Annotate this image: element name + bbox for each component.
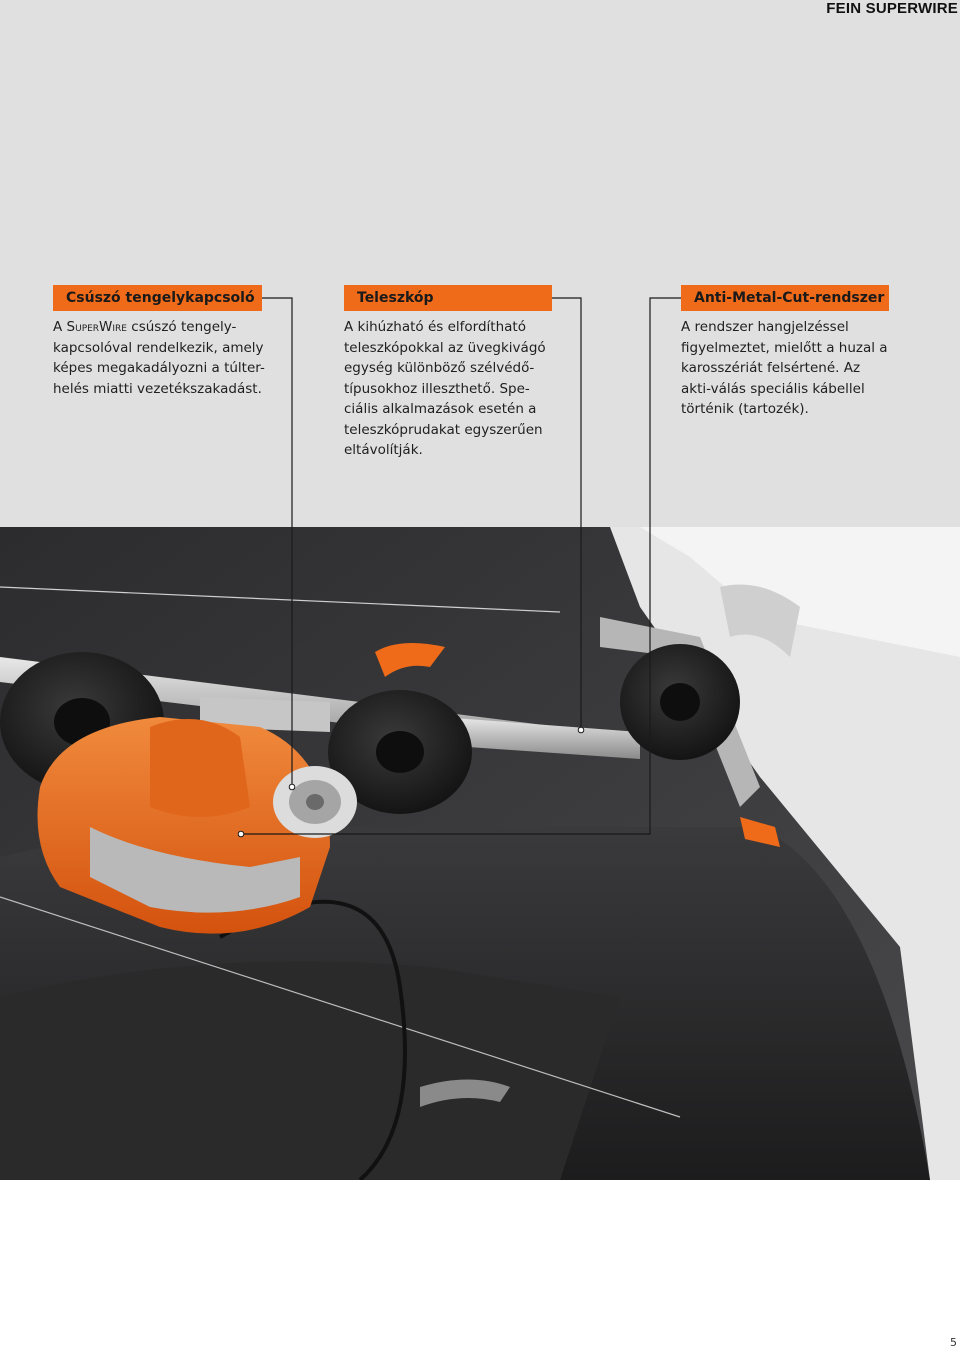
feature-text-anti-metal-cut: A rendszer hangjelzéssel figyelmeztet, mielőtt a huzal a karosszériát felsértené. Az akti-válás speciális kábellel történik (tartozék). [681, 319, 888, 417]
brand-name-smallcaps: SuperWire [66, 319, 127, 335]
feature-text-telescope: A kihúzható és elfordítható teleszkópokkal az üvegkivágó egység különböző szélvédő-típusokhoz illeszthető. Spe-ciális alkalmazások esetén a teleszkóprudakat egyszerűen eltávolítják. [344, 319, 546, 458]
brand-title: FEIN SUPERWIRE [826, 0, 958, 17]
feature-title-clutch: Csúszó tengelykapcsoló [53, 285, 262, 311]
feature-text-clutch-prefix: A [53, 319, 67, 335]
feature-text-clutch-rest: csúszó tengely-kapcsolóval rendelkezik, amely képes megakadályozni a túlter-helés miatti vezetékszakadást. [53, 319, 265, 397]
page-number: 5 [950, 1336, 957, 1349]
feature-text-clutch [53, 317, 265, 399]
product-photo [0, 527, 960, 1180]
feature-title-anti-metal-cut: Anti-Metal-Cut-rendszer [681, 285, 889, 311]
feature-title-telescope: Teleszkóp [344, 285, 552, 311]
